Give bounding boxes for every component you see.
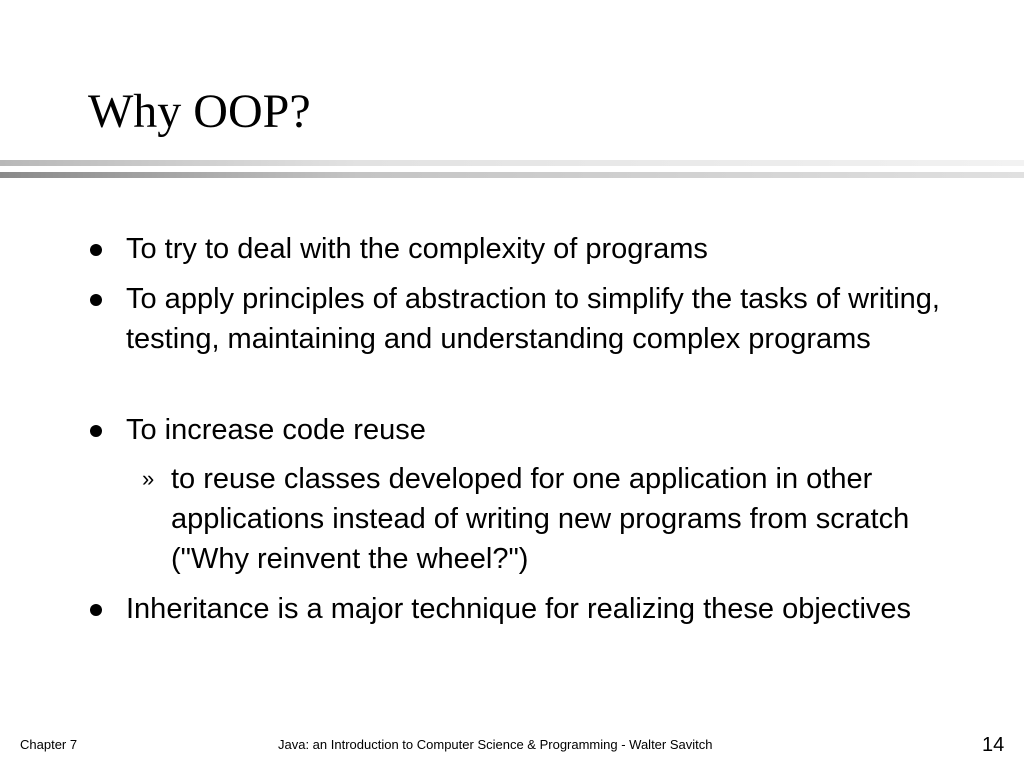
bullet-text: Inheritance is a major technique for realizing these objectives <box>126 593 912 625</box>
footer-book-title: Java: an Introduction to Computer Science & Programming - Walter Savitch <box>278 737 713 752</box>
title-divider-top <box>0 160 1024 166</box>
bullet-text: To increase code reuse <box>126 414 426 446</box>
bullet-dot-icon <box>90 244 102 256</box>
bullet-dot-icon <box>90 294 102 306</box>
bullet-text: To try to deal with the complexity of programs <box>126 233 708 265</box>
sub-bullet-marker: » <box>142 466 155 491</box>
bullet-dot-icon <box>90 425 102 437</box>
bullet-text: To apply principles of abstraction to simplify the tasks of writing, testing, maintaining and understanding complex programs <box>126 283 940 355</box>
sub-bullet-text: to reuse classes developed for one application in other applications instead of writing new programs from scratch ("Why reinvent the wheel?") <box>171 463 910 575</box>
title-divider-bottom <box>0 172 1024 178</box>
slide-title: Why OOP? <box>88 85 311 138</box>
footer-chapter: Chapter 7 <box>20 737 78 752</box>
bullet-dot-icon <box>90 604 102 616</box>
page-number: 14 <box>982 734 1005 756</box>
